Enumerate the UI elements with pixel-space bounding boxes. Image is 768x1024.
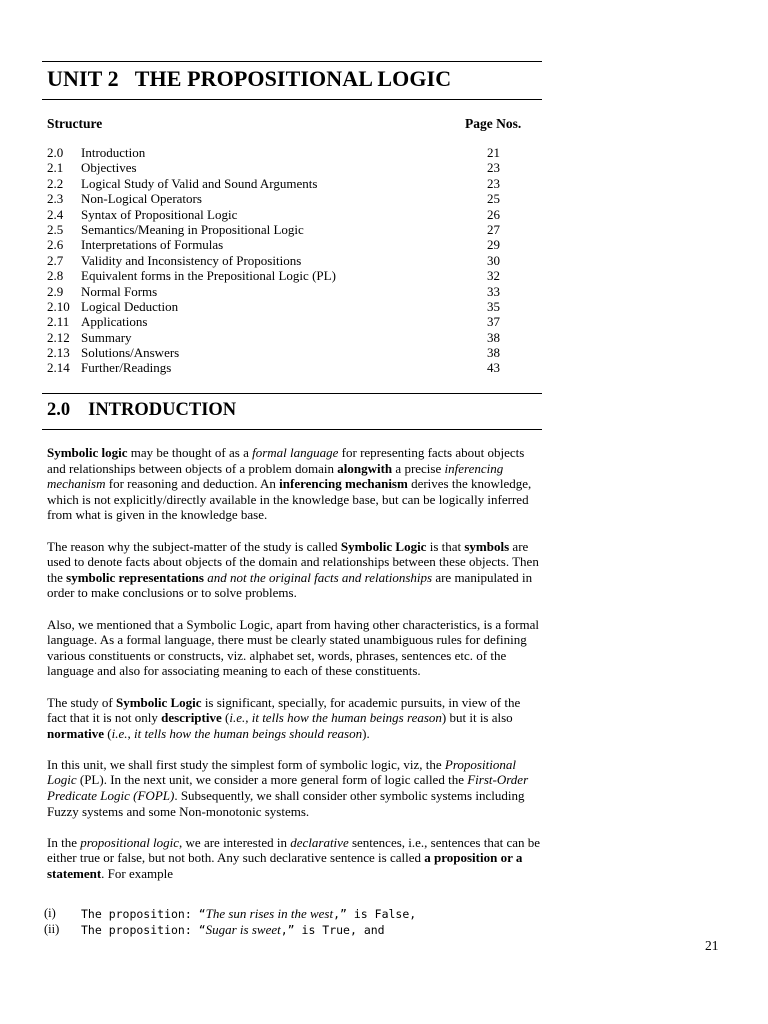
toc-page: 35 — [487, 298, 500, 314]
body-paragraph — [47, 539, 542, 601]
example-text — [81, 906, 416, 923]
example-item — [44, 922, 514, 938]
toc-title: Logical Deduction — [81, 298, 179, 314]
text-run: sentences, i.e., sentences that can be either true or false, but not both. Any such declarative sentence is called — [47, 834, 541, 866]
bold-text: normative — [47, 725, 105, 741]
toc-row — [47, 330, 507, 345]
toc-title: Syntax of Propositional Logic — [81, 206, 238, 222]
body-paragraph — [47, 757, 542, 819]
italic-text: i.e., it tells how the human beings reason — [229, 710, 442, 726]
text-run: ). — [362, 725, 370, 741]
toc-row — [47, 314, 507, 329]
unit-label: UNIT 2 — [47, 66, 119, 91]
body-paragraph — [47, 695, 542, 742]
toc-number: 2.4 — [47, 206, 64, 222]
toc-number: 2.5 — [47, 221, 64, 237]
example-number: (i) — [44, 906, 56, 920]
toc-row — [47, 345, 507, 360]
toc-page: 25 — [487, 191, 500, 207]
italic-text: inferencing mechanism — [47, 460, 504, 492]
bold-text: Symbolic Logic — [115, 694, 202, 710]
introduction-body — [47, 445, 542, 897]
section-number: 2.0 — [47, 400, 71, 420]
text-run: (PL). In the next unit, we consider a more general form of logic called the — [76, 772, 468, 788]
toc-page: 32 — [487, 268, 500, 284]
toc-page: 29 — [487, 237, 500, 253]
top-rule — [42, 61, 542, 62]
toc-page: 37 — [487, 314, 500, 330]
bold-text: inferencing mechanism — [279, 476, 408, 492]
toc-row — [47, 237, 507, 252]
toc-title: Objectives — [81, 160, 137, 176]
toc-number: 2.14 — [47, 360, 70, 376]
italic-text: and not the original facts and relationships — [207, 569, 433, 585]
toc-title: Introduction — [81, 145, 146, 160]
unit-title — [47, 66, 451, 92]
example-suffix: ,” is False, — [333, 907, 417, 921]
toc-row — [47, 253, 507, 268]
section-heading — [47, 400, 236, 421]
bold-text: descriptive — [161, 710, 222, 726]
text-run: Also, we mentioned that a Symbolic Logic, apart from having other characteristics, is a formal language. As a formal language, there must be clearly stated unambiguous rules for defining various constituents or constructs, viz. alphabet set, words, phrases, sentences etc. of the language and also for associating meaning to each of these constituents. — [47, 616, 540, 679]
toc-row — [47, 284, 507, 299]
toc-title: Equivalent forms in the Prepositional Logic (PL) — [81, 268, 336, 284]
toc-page: 23 — [487, 160, 500, 176]
toc-row — [47, 176, 507, 191]
text-run: is that — [426, 538, 465, 554]
toc-row — [47, 191, 507, 206]
toc-number: 2.11 — [47, 314, 70, 330]
toc-number: 2.8 — [47, 268, 64, 284]
body-paragraph — [47, 835, 542, 882]
text-run: for representing facts about objects and relationships between objects of a problem domain — [47, 445, 525, 476]
toc-number: 2.12 — [47, 329, 70, 345]
toc-number: 2.3 — [47, 191, 64, 207]
bold-text: Symbolic logic — [47, 445, 128, 460]
text-run: derives the knowledge, which is not explicitly/directly available in the knowledge base, but can be logically inferred from what is given in the knowledge base. — [47, 476, 532, 523]
toc-title: Further/Readings — [81, 360, 172, 376]
example-suffix: ,” is True, and — [280, 922, 385, 937]
italic-text: Propositional Logic — [47, 756, 516, 788]
toc-number: 2.6 — [47, 237, 64, 253]
title-underline — [42, 99, 542, 100]
bold-text: symbolic representations — [66, 569, 204, 585]
page-number: 21 — [705, 938, 719, 953]
toc-page: 43 — [487, 360, 500, 376]
toc-page: 33 — [487, 283, 500, 299]
toc-page: 30 — [487, 252, 500, 268]
text-run: are used to denote facts about objects of the domain and relationships between these objects. Then the — [47, 538, 539, 585]
bold-text: alongwith — [337, 460, 393, 476]
toc-page: 26 — [487, 206, 500, 222]
toc-row — [47, 299, 507, 314]
text-run: for reasoning and deduction. An — [105, 476, 280, 492]
toc-title: Validity and Inconsistency of Propositions — [81, 252, 302, 268]
example-quote: Sugar is sweet — [205, 921, 281, 937]
page-nos-heading: Page Nos. — [465, 116, 522, 131]
text-run: are manipulated in order to make conclusions or to solve problems. — [47, 569, 533, 601]
italic-text: First-Order Predicate Logic (FOPL) — [47, 772, 529, 804]
text-run: . Subsequently, we shall consider other symbolic systems including Fuzzy systems and some Non-monotonic systems. — [47, 788, 525, 819]
toc-title: Interpretations of Formulas — [81, 237, 224, 253]
example-list — [44, 906, 514, 937]
example-item — [44, 906, 514, 922]
section-title: INTRODUCTION — [88, 400, 237, 420]
toc-page: 23 — [487, 175, 500, 191]
toc-title: Solutions/Answers — [81, 345, 180, 361]
italic-text: declarative — [290, 834, 349, 850]
structure-heading: Structure — [47, 116, 103, 131]
toc-row — [47, 360, 507, 375]
bold-text: symbols — [464, 538, 510, 554]
example-quote: The sun rises in the west — [205, 906, 334, 921]
toc-number: 2.2 — [47, 175, 64, 191]
toc-page: 21 — [487, 145, 500, 160]
toc-title: Non-Logical Operators — [81, 191, 202, 207]
toc-number: 2.7 — [47, 252, 64, 268]
toc-row — [47, 145, 507, 160]
section-top-rule — [42, 393, 542, 394]
toc-page: 27 — [487, 221, 500, 237]
toc-row — [47, 268, 507, 283]
example-prefix: The proposition: “ — [81, 907, 206, 921]
toc-title: Normal Forms — [81, 283, 158, 299]
toc-number: 2.0 — [47, 145, 64, 160]
toc-row — [47, 160, 507, 175]
text-run: may be thought of as a — [127, 445, 253, 460]
toc-row — [47, 222, 507, 237]
bold-text: Symbolic Logic — [340, 538, 427, 554]
toc-title: Applications — [81, 314, 148, 330]
text-run: ) but it is also — [441, 710, 513, 726]
body-paragraph — [47, 617, 542, 679]
text-run: a precise — [392, 460, 445, 476]
text-run: ( — [221, 710, 230, 726]
toc-title: Summary — [81, 329, 132, 345]
text-run: The study of — [47, 694, 116, 710]
toc-number: 2.9 — [47, 283, 64, 299]
text-run: is significant, specially, for academic pursuits, in view of the fact that it is not only — [47, 694, 521, 726]
toc-number: 2.13 — [47, 345, 70, 361]
italic-text: i.e., it tells how the human beings should reason — [111, 725, 363, 741]
section-underline — [42, 429, 542, 430]
text-run: ( — [104, 725, 112, 741]
text-run: . For example — [101, 866, 173, 882]
toc-number: 2.1 — [47, 160, 64, 176]
toc-title: Semantics/Meaning in Propositional Logic — [81, 221, 304, 237]
toc-page: 38 — [487, 329, 500, 345]
body-paragraph — [47, 445, 542, 523]
text-run: , we are interested in — [179, 834, 291, 850]
toc-number: 2.10 — [47, 298, 70, 314]
toc-page: 38 — [487, 345, 500, 361]
toc-row — [47, 207, 507, 222]
example-number: (ii) — [44, 921, 60, 936]
italic-text: propositional logic — [80, 834, 180, 850]
text-run: In this unit, we shall first study the simplest form of symbolic logic, viz, the — [47, 756, 445, 772]
text-run: In the — [47, 834, 81, 850]
example-text — [81, 922, 385, 939]
unit-heading: THE PROPOSITIONAL LOGIC — [134, 66, 452, 91]
italic-text: formal language — [252, 445, 339, 460]
toc-title: Logical Study of Valid and Sound Arguments — [81, 175, 318, 191]
bold-text: a proposition or a statement — [47, 850, 523, 882]
example-prefix: The proposition: “ — [81, 922, 206, 937]
text-run: The reason why the subject-matter of the study is called — [47, 538, 341, 554]
table-of-contents — [47, 145, 507, 376]
